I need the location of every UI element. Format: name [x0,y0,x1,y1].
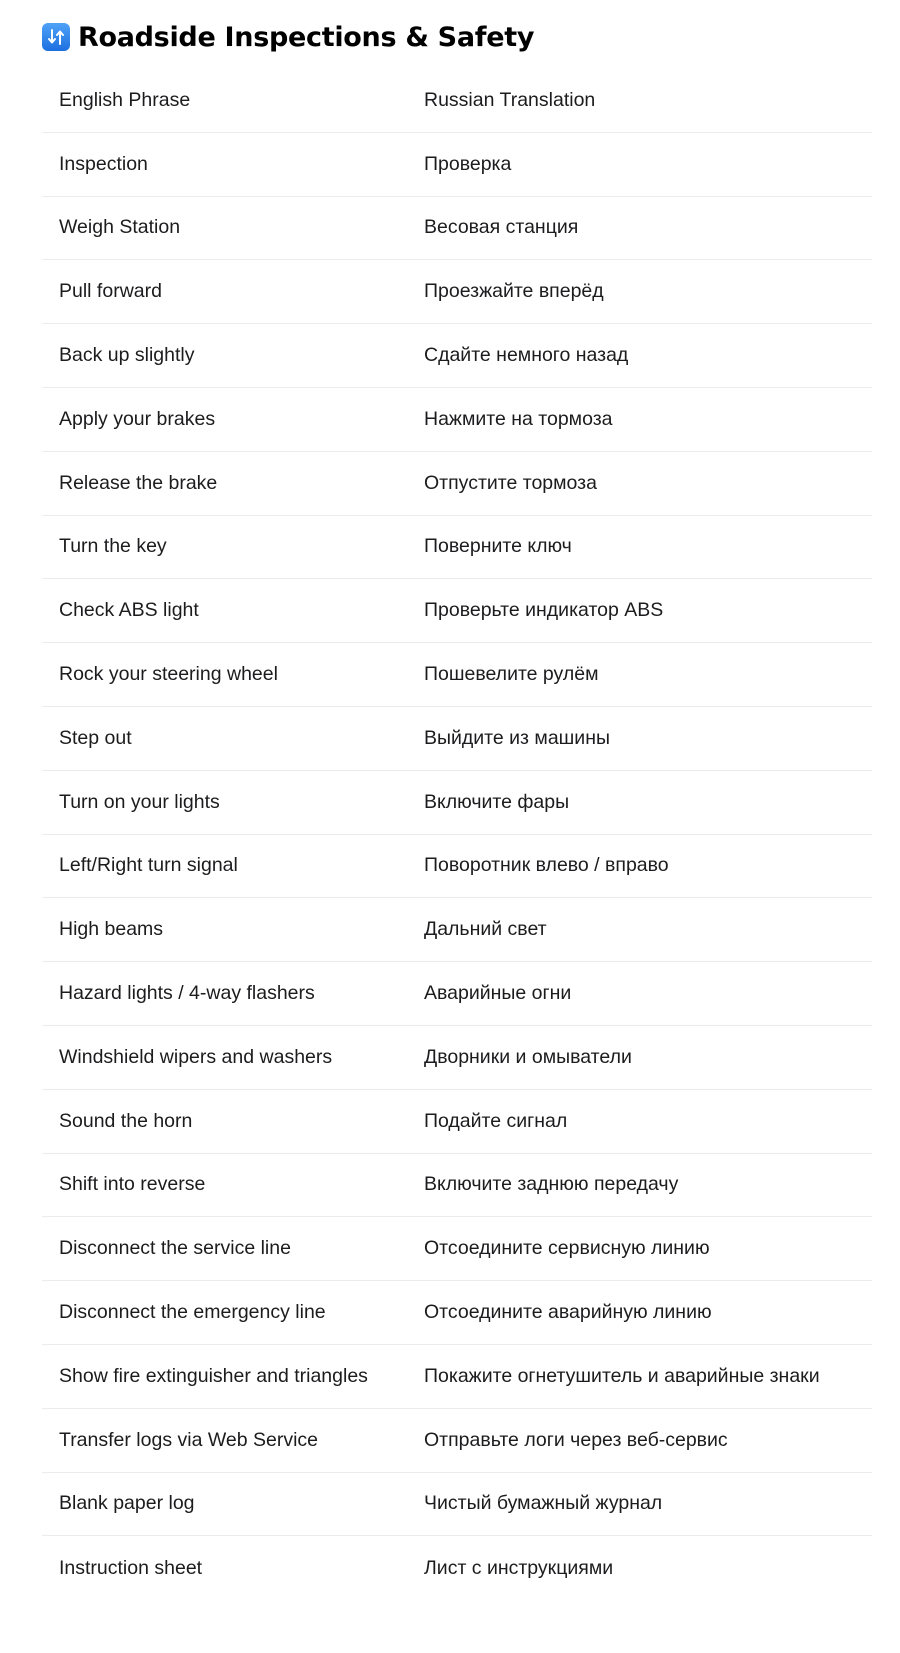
russian-translation-cell: Поворотник влево / вправо [424,854,669,877]
table-row [42,516,872,580]
russian-translation-cell: Лист с инструкциями [424,1556,614,1579]
table-row [42,579,872,643]
russian-translation-cell: Аварийные огни [424,982,572,1005]
table-row [42,133,872,197]
english-phrase-cell: Hazard lights / 4-way flashers [59,982,315,1005]
english-phrase-cell: Show fire extinguisher and triangles [59,1364,368,1387]
english-phrase-cell: Check ABS light [59,599,199,622]
table-row [42,1409,872,1473]
table-row [42,1281,872,1345]
table-row [42,1217,872,1281]
table-row [42,835,872,899]
table-row [42,898,872,962]
table-row [42,324,872,388]
english-phrase-cell: Apply your brakes [59,407,216,430]
table-row [42,260,872,324]
russian-translation-cell: Отсоедините сервисную линию [424,1237,710,1260]
table-row [42,197,872,261]
table-row [42,1090,872,1154]
english-phrase-cell: Windshield wipers and washers [59,1045,333,1068]
english-phrase-cell: Inspection [59,152,148,175]
english-phrase-cell: Instruction sheet [59,1556,203,1579]
russian-translation-cell: Отсоедините аварийную линию [424,1301,712,1324]
page-header [42,20,534,54]
russian-translation-cell: Дворники и омыватели [424,1045,632,1068]
russian-translation-cell: Нажмите на тормоза [424,407,613,430]
russian-translation-cell: Отправьте логи через веб-сервис [424,1428,728,1451]
english-phrase-cell: Sound the horn [59,1109,193,1132]
table-row [42,452,872,516]
english-phrase-cell: Turn the key [59,535,167,558]
table-row [42,1154,872,1218]
english-phrase-cell: High beams [59,918,164,941]
russian-translation-cell: Выйдите из машины [424,726,610,749]
english-phrase-cell: Release the brake [59,471,218,494]
english-phrase-cell: Blank paper log [59,1492,195,1515]
column-header-russian: Russian Translation [424,88,596,111]
english-phrase-cell: Pull forward [59,280,162,303]
russian-translation-cell: Отпустите тормоза [424,471,597,494]
russian-translation-cell: Дальний свет [424,918,547,941]
english-phrase-cell: Left/Right turn signal [59,854,238,877]
table-header-row [42,69,872,133]
russian-translation-cell: Подайте сигнал [424,1109,568,1132]
phrase-table [42,69,872,1600]
russian-translation-cell: Проверьте индикатор ABS [424,599,664,622]
russian-translation-cell: Поверните ключ [424,535,572,558]
table-row [42,1473,872,1537]
table-row [42,707,872,771]
column-header-english: English Phrase [59,88,191,111]
russian-translation-cell: Включите фары [424,790,570,813]
table-row [42,643,872,707]
russian-translation-cell: Сдайте немного назад [424,344,629,367]
up-down-arrows-icon [42,23,70,51]
english-phrase-cell: Shift into reverse [59,1173,206,1196]
english-phrase-cell: Back up slightly [59,344,195,367]
table-row [42,1345,872,1409]
table-row [42,1536,872,1600]
page-title: Roadside Inspections & Safety [78,21,535,53]
english-phrase-cell: Disconnect the emergency line [59,1301,326,1324]
russian-translation-cell: Пошевелите рулём [424,663,599,686]
english-phrase-cell: Rock your steering wheel [59,663,278,686]
russian-translation-cell: Проверка [424,152,512,175]
russian-translation-cell: Включите заднюю передачу [424,1173,679,1196]
table-row [42,1026,872,1090]
table-row [42,771,872,835]
russian-translation-cell: Проезжайте вперёд [424,280,604,303]
english-phrase-cell: Disconnect the service line [59,1237,291,1260]
table-row [42,962,872,1026]
english-phrase-cell: Turn on your lights [59,790,220,813]
english-phrase-cell: Weigh Station [59,216,181,239]
table-row [42,388,872,452]
russian-translation-cell: Весовая станция [424,216,579,239]
english-phrase-cell: Transfer logs via Web Service [59,1428,319,1451]
russian-translation-cell: Покажите огнетушитель и аварийные знаки [424,1364,820,1387]
russian-translation-cell: Чистый бумажный журнал [424,1492,663,1515]
english-phrase-cell: Step out [59,726,132,749]
